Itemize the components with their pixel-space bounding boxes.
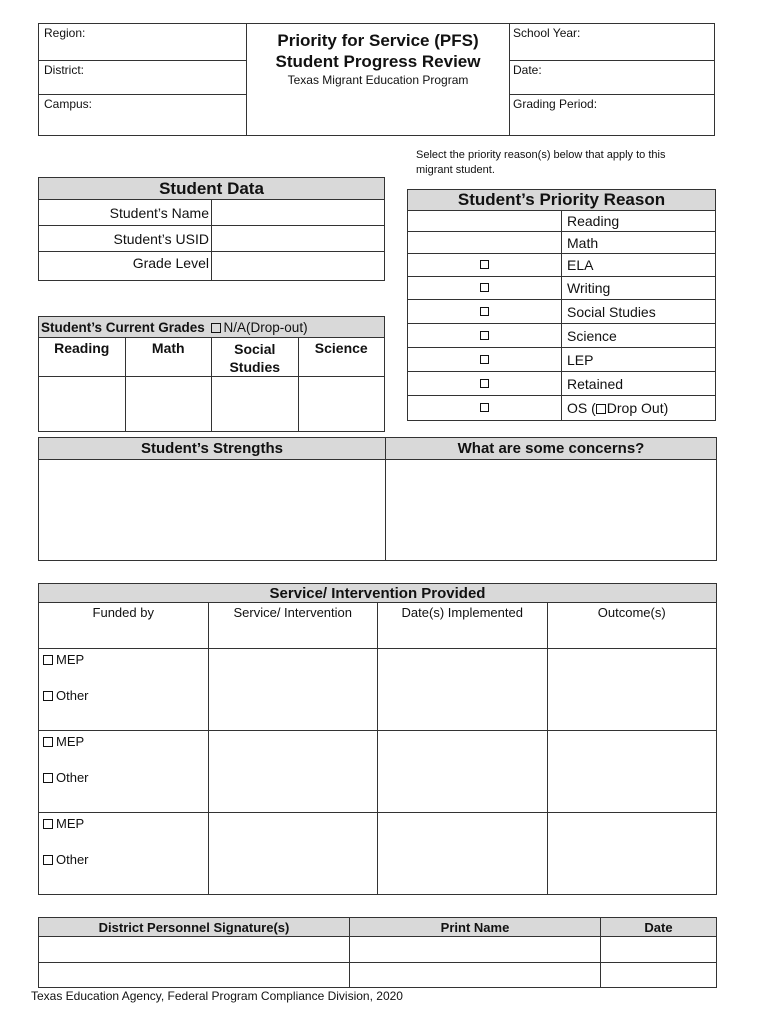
header-left-column (39, 24, 247, 135)
other-label-2: Other (56, 770, 89, 785)
signature-input-2[interactable] (39, 963, 350, 988)
strengths-concerns-table (38, 437, 717, 561)
region-field[interactable] (39, 24, 246, 61)
program-name: Texas Migrant Education Program (287, 73, 469, 87)
col-dates-implemented: Date(s) Implemented (378, 603, 548, 649)
grade-col-science: Science (298, 338, 385, 377)
student-usid-label: Student’s USID (39, 226, 212, 252)
priority-instruction: Select the priority reason(s) below that apply to this migrant student. (416, 149, 666, 176)
campus-label: Campus: (44, 97, 93, 111)
reason-os-dropout-checkbox[interactable] (596, 404, 606, 414)
mep-label-2: MEP (56, 734, 85, 749)
form-header (38, 23, 715, 136)
dates-input-3[interactable] (378, 813, 548, 895)
school-year-field[interactable] (510, 24, 715, 61)
mep-checkbox-1[interactable] (43, 655, 53, 665)
print-name-input-2[interactable] (350, 963, 601, 988)
date-field[interactable] (510, 61, 715, 95)
student-name-input[interactable] (212, 200, 385, 226)
na-dropout-label: N/A(Drop-out) (223, 319, 308, 335)
date-label: Date: (513, 63, 542, 77)
concerns-input[interactable] (386, 460, 717, 561)
region-label: Region: (44, 26, 86, 40)
print-name-input-1[interactable] (350, 937, 601, 963)
dates-input-2[interactable] (378, 731, 548, 813)
concerns-title: What are some concerns? (386, 438, 717, 460)
student-name-label: Student’s Name (39, 200, 212, 226)
reason-writing: Writing (562, 277, 716, 300)
reason-retained: Retained (562, 372, 716, 396)
col-signature: District Personnel Signature(s) (39, 918, 350, 937)
funded-by-cell-3 (39, 813, 209, 895)
school-year-label: School Year: (513, 26, 581, 40)
form-title: Priority for Service (PFS) (277, 31, 479, 50)
district-label: District: (44, 63, 84, 77)
current-grades-title: Student’s Current Grades (41, 319, 205, 335)
grade-math-input[interactable] (125, 377, 212, 432)
grade-level-label: Grade Level (39, 252, 212, 281)
reason-ela: ELA (562, 254, 716, 277)
signature-input-1[interactable] (39, 937, 350, 963)
student-usid-input[interactable] (212, 226, 385, 252)
outcome-input-1[interactable] (547, 649, 717, 731)
signature-table (38, 917, 717, 988)
reason-reading: Reading (562, 211, 716, 232)
col-funded-by: Funded by (39, 603, 209, 649)
other-checkbox-3[interactable] (43, 855, 53, 865)
reason-os-checkbox[interactable] (480, 403, 489, 412)
service-input-3[interactable] (208, 813, 378, 895)
grading-period-label: Grading Period: (513, 97, 598, 111)
other-checkbox-1[interactable] (43, 691, 53, 701)
outcome-input-2[interactable] (547, 731, 717, 813)
mep-label-3: MEP (56, 816, 85, 831)
service-title: Service/ Intervention Provided (39, 584, 717, 603)
reason-writing-checkbox[interactable] (480, 283, 489, 292)
col-service-intervention: Service/ Intervention (208, 603, 378, 649)
col-print-name: Print Name (350, 918, 601, 937)
strengths-input[interactable] (39, 460, 386, 561)
other-label-1: Other (56, 688, 89, 703)
grade-social-studies-input[interactable] (212, 377, 299, 432)
footer-text: Texas Education Agency, Federal Program Compliance Division, 2020 (31, 989, 403, 1003)
reason-os (562, 396, 716, 421)
student-data-table (38, 177, 385, 281)
reason-math: Math (562, 232, 716, 254)
reason-science-checkbox[interactable] (480, 331, 489, 340)
district-field[interactable] (39, 61, 246, 95)
other-label-3: Other (56, 852, 89, 867)
reason-os-label: OS ( (567, 400, 596, 416)
current-grades-table (38, 316, 385, 432)
campus-field[interactable] (39, 95, 246, 135)
funded-by-cell-2 (39, 731, 209, 813)
reason-ela-checkbox[interactable] (480, 260, 489, 269)
priority-reason-title: Student’s Priority Reason (408, 190, 716, 211)
outcome-input-3[interactable] (547, 813, 717, 895)
mep-label-1: MEP (56, 652, 85, 667)
service-input-1[interactable] (208, 649, 378, 731)
col-signature-date: Date (601, 918, 717, 937)
mep-checkbox-2[interactable] (43, 737, 53, 747)
reason-os-dropout-label: Drop Out) (606, 400, 669, 416)
reason-science: Science (562, 324, 716, 348)
mep-checkbox-3[interactable] (43, 819, 53, 829)
reason-retained-checkbox[interactable] (480, 379, 489, 388)
grade-science-input[interactable] (298, 377, 385, 432)
service-input-2[interactable] (208, 731, 378, 813)
form-subtitle-main: Student Progress Review (275, 52, 481, 71)
grade-col-reading: Reading (39, 338, 126, 377)
reason-lep: LEP (562, 348, 716, 372)
priority-reason-table (407, 189, 716, 421)
current-grades-header (39, 317, 385, 338)
reason-lep-checkbox[interactable] (480, 355, 489, 364)
dates-input-1[interactable] (378, 649, 548, 731)
reason-social-studies: Social Studies (562, 300, 716, 324)
grade-level-input[interactable] (212, 252, 385, 281)
funded-by-cell-1 (39, 649, 209, 731)
strengths-title: Student’s Strengths (39, 438, 386, 460)
grade-col-social-studies: Social Studies (212, 338, 299, 377)
grading-period-field[interactable] (510, 95, 715, 135)
form-title-block (247, 26, 509, 88)
student-data-title: Student Data (39, 178, 385, 200)
grade-col-math: Math (125, 338, 212, 377)
na-dropout-checkbox[interactable] (211, 323, 221, 333)
grade-reading-input[interactable] (39, 377, 126, 432)
header-right-column (509, 24, 714, 135)
reason-social-studies-checkbox[interactable] (480, 307, 489, 316)
other-checkbox-2[interactable] (43, 773, 53, 783)
col-outcomes: Outcome(s) (547, 603, 717, 649)
signature-date-input-2[interactable] (601, 963, 717, 988)
signature-date-input-1[interactable] (601, 937, 717, 963)
service-intervention-table (38, 583, 717, 895)
